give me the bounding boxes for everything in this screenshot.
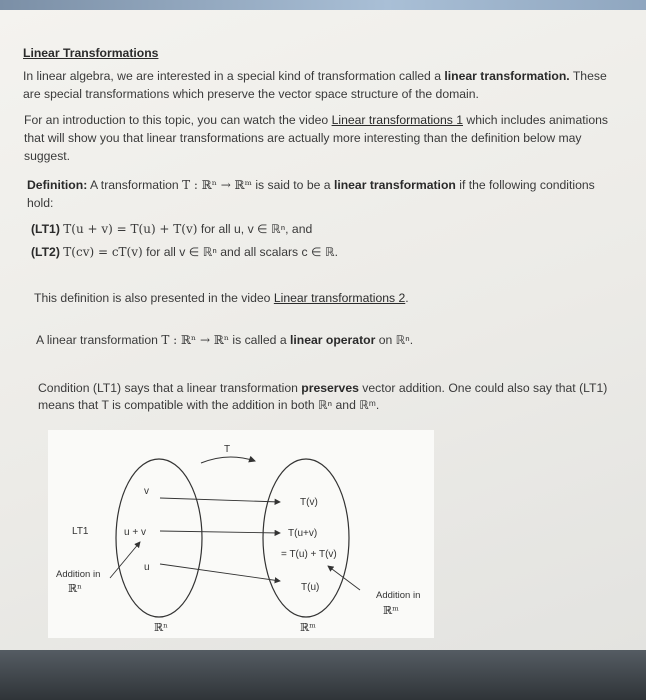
video1-text: For an introduction to this topic, you can watch the video — [24, 113, 332, 127]
video1-line-1 — [24, 112, 608, 129]
lt1-tail: for all u, v ∈ ℝⁿ, and — [197, 222, 313, 236]
intro-bold: linear transformation. — [444, 69, 570, 83]
definition-map: T : ℝⁿ → ℝᵐ — [182, 178, 252, 192]
addition-left-space: ℝⁿ — [68, 582, 82, 595]
lt2-condition — [31, 244, 338, 261]
domain-u-label: u — [144, 562, 150, 573]
intro-text: In linear algebra, we are interested in a special kind of transformation called a — [23, 69, 445, 83]
addition-right-space: ℝᵐ — [383, 604, 399, 617]
operator-map: T : ℝⁿ → ℝⁿ — [161, 333, 230, 347]
video2-period: . — [405, 291, 409, 305]
definition-bold: linear transformation — [333, 178, 456, 192]
codomain-tv-label: T(v) — [300, 497, 318, 508]
lt2-tail: for all v ∈ ℝⁿ and all scalars c ∈ ℝ. — [142, 245, 339, 259]
definition-line-2: hold: — [27, 196, 54, 210]
codomain-tu-label: T(u) — [301, 582, 320, 593]
top-edge-strip — [0, 0, 646, 10]
transformation-diagram — [48, 430, 434, 638]
video1-link[interactable]: Linear transformations 1 — [331, 113, 463, 127]
video2-link[interactable]: Linear transformations 2 — [273, 291, 406, 305]
operator-text: A linear transformation — [36, 333, 162, 347]
domain-uv-label: u + v — [124, 527, 146, 538]
lt2-equation: T(cv) = cT(v) — [63, 245, 143, 259]
lt2-label: (LT2) — [31, 245, 60, 259]
operator-text-mid: is called a — [229, 333, 290, 347]
domain-v-label: v — [144, 486, 149, 497]
operator-line — [36, 332, 413, 349]
condition-line-2: means that T is compatible with the addition in both ℝⁿ and ℝᵐ. — [38, 398, 380, 412]
lt1-diagram-label: LT1 — [72, 526, 89, 537]
diagram-arrow-label: T — [224, 444, 231, 455]
intro-text-end: These — [569, 69, 607, 83]
video1-line-2: that will show you that linear transformations are actually more interesting than the definition below may — [24, 131, 582, 145]
domain-space-label: ℝⁿ — [154, 621, 168, 634]
codomain-space-label: ℝᵐ — [300, 621, 316, 634]
codomain-tuv-label: T(u+v) — [288, 528, 318, 539]
definition-text: A transformation — [87, 178, 183, 192]
addition-left-label: Addition in — [56, 569, 101, 580]
video2-line — [34, 290, 409, 307]
definition-line-1 — [27, 177, 595, 194]
lt1-condition — [31, 221, 312, 238]
codomain-sum-label: = T(u) + T(v) — [281, 549, 337, 560]
diagram-background — [48, 430, 434, 638]
definition-text-end: if the following conditions — [455, 178, 595, 192]
condition-text: Condition (LT1) says that a linear transformation — [38, 381, 302, 395]
video2-text: This definition is also presented in the video — [34, 291, 274, 305]
addition-right-label: Addition in — [376, 590, 421, 601]
definition-label: Definition: — [27, 178, 88, 192]
video1-text-end: which includes animations — [463, 113, 608, 127]
condition-line-1 — [38, 380, 607, 397]
lt1-equation: T(u + v) = T(u) + T(v) — [63, 222, 198, 236]
lt1-label: (LT1) — [31, 222, 60, 236]
bottom-dark-bar — [0, 650, 646, 700]
intro-line-2: are special transformations which preserve the vector space structure of the domain. — [23, 87, 479, 101]
condition-text-end: vector addition. One could also say that (LT1) — [358, 381, 608, 395]
operator-text-end: on ℝⁿ. — [375, 333, 414, 347]
definition-text-mid: is said to be a — [251, 178, 334, 192]
document-page — [0, 10, 646, 650]
condition-bold: preserves — [301, 381, 359, 395]
page-title: Linear Transformations — [23, 46, 159, 60]
intro-line-1 — [23, 68, 607, 85]
operator-bold: linear operator — [289, 333, 376, 347]
video1-line-3: suggest. — [24, 149, 71, 163]
